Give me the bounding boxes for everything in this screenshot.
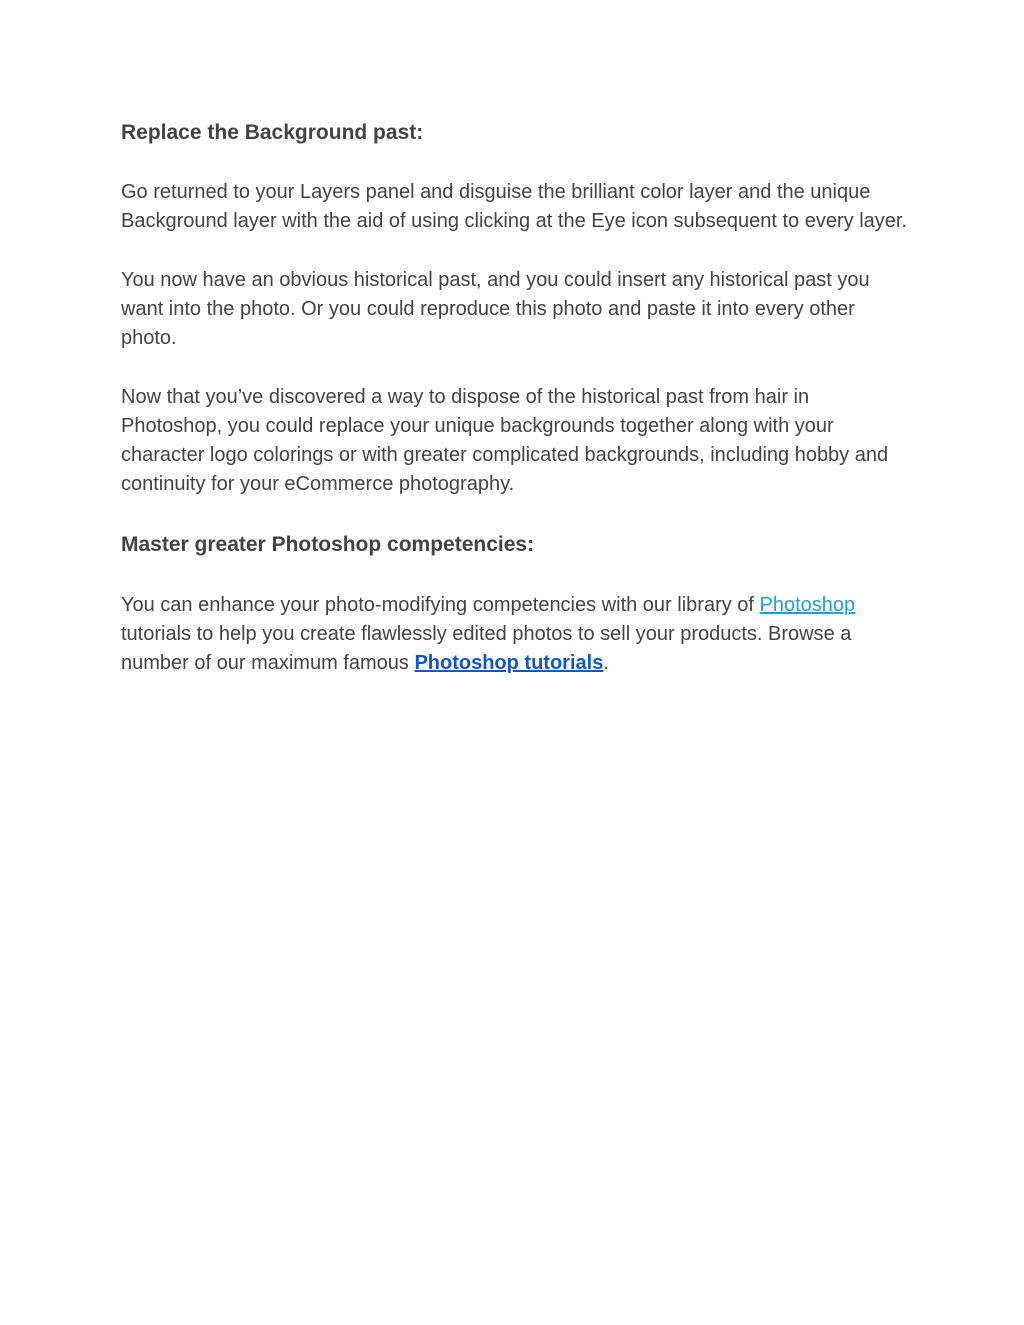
section-heading-master-photoshop: Master greater Photoshop competencies:: [121, 533, 535, 556]
section-heading-replace-background: Replace the Background past:: [121, 121, 424, 144]
photoshop-tutorials-link[interactable]: Photoshop tutorials: [414, 652, 604, 674]
tutorials-text-mid: tutorials to help you create flawlessly edited photos to sell your products. Browse a number of our maximum famous: [121, 623, 852, 674]
tutorials-text-end: .: [603, 652, 609, 674]
paragraph-tutorials: [121, 591, 911, 678]
tutorials-text-start: You can enhance your photo-modifying competencies with our library of: [121, 594, 760, 616]
paragraph-obvious-background: You now have an obvious historical past, and you could insert any historical past you want into the photo. Or you could reproduce this photo and paste it into every other photo.: [121, 269, 870, 349]
paragraph-replace-backgrounds: Now that you’ve discovered a way to dispose of the historical past from hair in Photoshop, you could replace your unique backgrounds together along with your character logo colorings or with greater complicated backgrounds, including hobby and continuity for your eCommerce photography.: [121, 386, 889, 495]
document-page: [121, 118, 911, 678]
photoshop-link[interactable]: Photoshop: [759, 594, 856, 616]
paragraph-layers-panel: Go returned to your Layers panel and disguise the brilliant color layer and the unique Background layer with the aid of using clicking at the Eye icon subsequent to every layer.: [121, 181, 908, 232]
